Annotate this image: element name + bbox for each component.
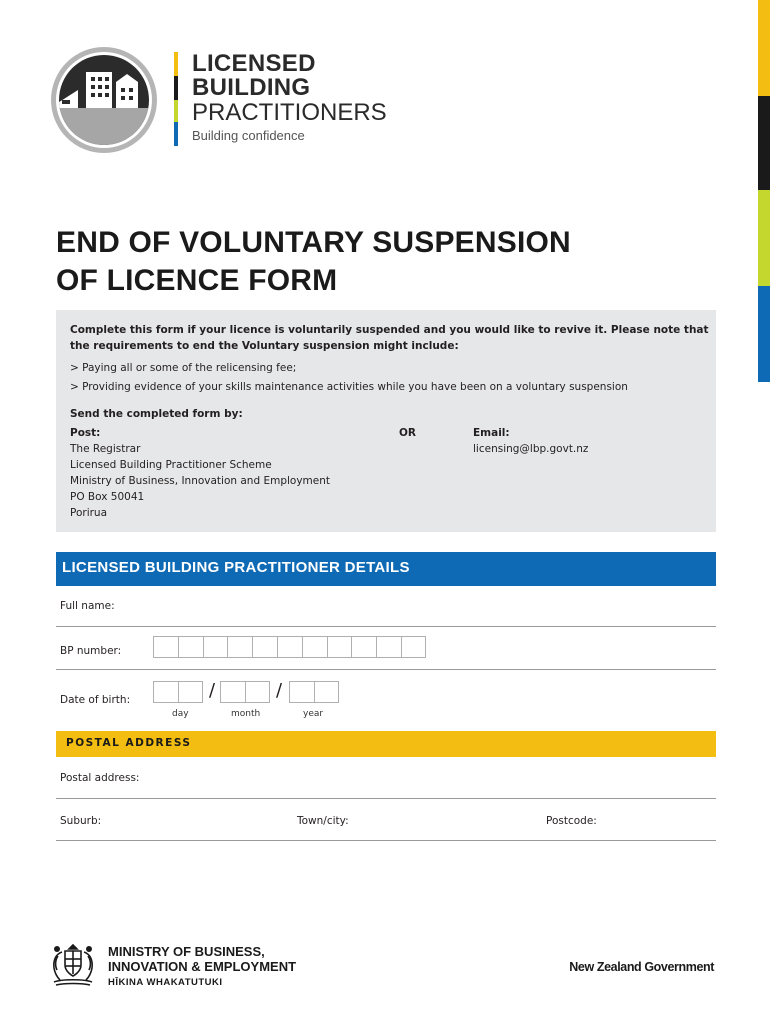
nz-coat-of-arms-icon xyxy=(46,940,100,988)
bp-digit-box[interactable] xyxy=(227,636,252,658)
send-heading: Send the completed form by: xyxy=(70,408,243,420)
brand-strip-blue xyxy=(758,286,770,382)
bp-digit-box[interactable] xyxy=(203,636,228,658)
postcode-field[interactable] xyxy=(604,806,716,838)
bp-digit-box[interactable] xyxy=(351,636,376,658)
or-label: OR xyxy=(399,427,417,439)
address-line-4: PO Box 50041 xyxy=(70,491,145,503)
logo-tagline: Building confidence xyxy=(192,128,305,143)
full-name-rule xyxy=(56,626,716,627)
section-header-postal-text: POSTAL ADDRESS xyxy=(66,737,192,749)
logo-line-building: BUILDING xyxy=(192,74,311,101)
dob-year-box[interactable] xyxy=(289,681,314,703)
intro-line-1: Complete this form if your licence is voluntarily suspended and you would like to revive it. Please note that xyxy=(70,324,709,336)
dob-separator: / xyxy=(276,680,283,701)
suburb-field[interactable] xyxy=(108,806,288,838)
bp-digit-box[interactable] xyxy=(252,636,277,658)
logo-divider-black xyxy=(174,76,178,100)
dob-year-box[interactable] xyxy=(314,681,339,703)
dob-day-caption: day xyxy=(172,709,189,719)
bp-digit-box[interactable] xyxy=(277,636,302,658)
dob-month-caption: month xyxy=(231,709,261,719)
dob-day-box[interactable] xyxy=(178,681,203,703)
town-city-label: Town/city: xyxy=(297,815,349,827)
brand-strip-lime xyxy=(758,190,770,286)
post-label: Post: xyxy=(70,427,101,439)
bullet-relicensing-fee: > Paying all or some of the relicensing fee; xyxy=(70,362,297,374)
instructions-box xyxy=(56,310,716,532)
logo-line-licensed: LICENSED xyxy=(192,50,316,77)
intro-line-2: the requirements to end the Voluntary suspension might include: xyxy=(70,340,459,352)
address-line-1: The Registrar xyxy=(70,443,141,455)
mbie-line-2: INNOVATION & EMPLOYMENT xyxy=(108,959,297,974)
address-line-2: Licensed Building Practitioner Scheme xyxy=(70,459,272,471)
mbie-line-1: MINISTRY OF BUSINESS, xyxy=(108,944,265,959)
logo-line-practitioners: PRACTITIONERS xyxy=(192,99,387,126)
logo-divider-yellow xyxy=(174,52,178,76)
town-city-field[interactable] xyxy=(358,806,538,838)
bp-digit-box[interactable] xyxy=(302,636,327,658)
bp-digit-box[interactable] xyxy=(178,636,203,658)
email-address: licensing@lbp.govt.nz xyxy=(473,443,589,455)
postal-address-label: Postal address: xyxy=(60,772,140,784)
bp-digit-box[interactable] xyxy=(376,636,401,658)
full-name-label: Full name: xyxy=(60,600,115,612)
dob-year-field[interactable] xyxy=(289,681,339,703)
bp-number-rule xyxy=(56,669,716,670)
suburb-label: Suburb: xyxy=(60,815,102,827)
form-title-line1: END OF VOLUNTARY SUSPENSION xyxy=(56,226,571,259)
address-line-5: Porirua xyxy=(70,507,108,519)
dob-label: Date of birth: xyxy=(60,694,131,706)
dob-month-field[interactable] xyxy=(220,681,270,703)
dob-day-box[interactable] xyxy=(153,681,178,703)
dob-month-box[interactable] xyxy=(245,681,270,703)
postcode-label: Postcode: xyxy=(546,815,597,827)
section-header-details xyxy=(56,552,716,586)
section-header-postal xyxy=(56,731,716,757)
bullet-skills-evidence: > Providing evidence of your skills maintenance activities while you have been on a voluntary suspension xyxy=(70,381,628,393)
dob-day-field[interactable] xyxy=(153,681,203,703)
mbie-line-3: HĪKINA WHAKATUTUKI xyxy=(108,977,223,988)
postal-address-rule xyxy=(56,798,716,799)
section-header-details-text: LICENSED BUILDING PRACTITIONER DETAILS xyxy=(62,559,410,576)
logo-wordmark xyxy=(192,52,387,145)
logo-divider-blue xyxy=(174,122,178,146)
brand-strip-yellow xyxy=(758,0,770,96)
logo-divider-lime xyxy=(174,100,178,122)
form-title xyxy=(56,224,571,300)
form-title-line2: OF LICENCE FORM xyxy=(56,264,338,297)
brand-strip-black xyxy=(758,96,770,190)
lbp-logo-emblem-icon xyxy=(48,46,160,154)
suburb-row-rule xyxy=(56,840,716,841)
address-line-3: Ministry of Business, Innovation and Employment xyxy=(70,475,331,487)
bp-digit-box[interactable] xyxy=(327,636,352,658)
bp-digit-box[interactable] xyxy=(153,636,178,658)
dob-month-box[interactable] xyxy=(220,681,245,703)
dob-separator: / xyxy=(209,680,216,701)
bp-number-field[interactable] xyxy=(153,636,426,658)
bp-digit-box[interactable] xyxy=(401,636,426,658)
email-label: Email: xyxy=(473,427,510,439)
nz-government-logo: New Zealand Government xyxy=(569,960,714,974)
dob-year-caption: year xyxy=(303,709,324,719)
postal-address-field[interactable] xyxy=(150,764,716,796)
full-name-field[interactable] xyxy=(150,594,716,624)
bp-number-label: BP number: xyxy=(60,645,122,657)
mbie-logo-text xyxy=(108,944,296,990)
